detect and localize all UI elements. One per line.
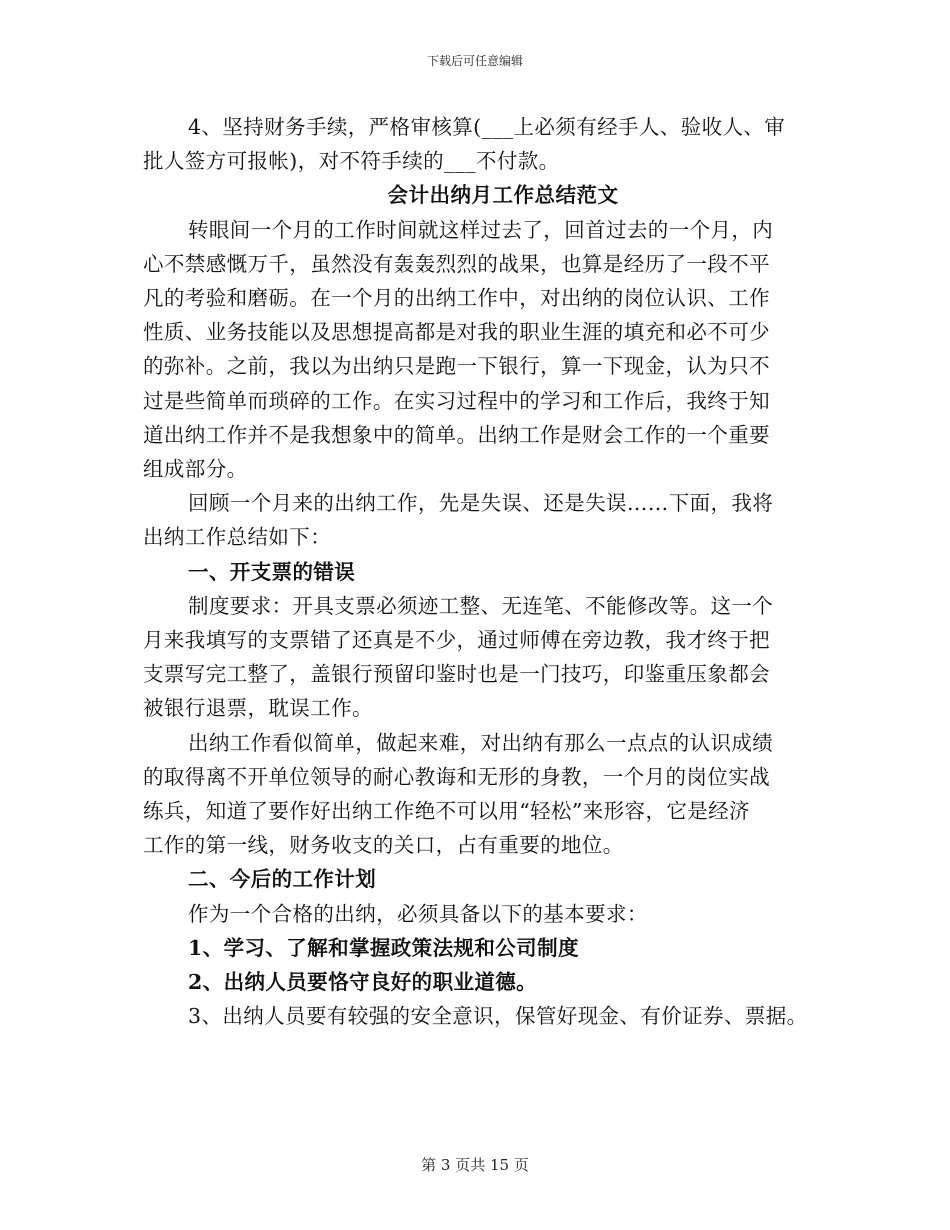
paragraph-line: 4、坚持财务手续，严格审核算(___上必须有经手人、验收人、审 xyxy=(188,115,786,139)
bold-item: 2、出纳人员要恪守良好的职业道德。 xyxy=(188,970,538,995)
page-header: 下载后可任意编辑 xyxy=(426,54,523,68)
paragraph-line: 被银行退票，耽误工作。 xyxy=(143,696,373,721)
paragraph-line: 制度要求：开具支票必须迹工整、无连笔、不能修改等。这一个 xyxy=(188,593,774,618)
paragraph-line: 的弥补。之前，我以为出纳只是跑一下银行，算一下现金，认为只不 xyxy=(143,354,770,379)
paragraph-line: 月来我填写的支票错了还真是不少，通过师傅在旁边教，我才终于把 xyxy=(143,628,770,653)
document-title: 会计出纳月工作总结范文 xyxy=(387,183,619,208)
paragraph-line: 支票写完工整了，盖银行预留印鉴时也是一门技巧，印鉴重压象都会 xyxy=(143,662,770,687)
paragraph-line: 性质、业务技能以及思想提高都是对我的职业生涯的填充和必不可少 xyxy=(143,320,770,345)
paragraph-line: 过是些简单而琐碎的工作。在实习过程中的学习和工作后，我终于知 xyxy=(143,388,770,413)
paragraph-line: 组成部分。 xyxy=(143,457,248,482)
paragraph-line: 练兵，知道了要作好出纳工作绝不可以用“轻松”来形容，它是经济 xyxy=(143,799,750,824)
bold-item: 1、学习、了解和掌握政策法规和公司制度 xyxy=(188,935,579,960)
paragraph-line: 作为一个合格的出纳，必须具备以下的基本要求： xyxy=(188,901,648,926)
paragraph-line: 3、出纳人员要有较强的安全意识，保管好现金、有价证券、票据。 xyxy=(188,1004,808,1029)
paragraph-line: 转眼间一个月的工作时间就这样过去了，回首过去的一个月，内 xyxy=(188,217,774,242)
section-heading: 一、开支票的错误 xyxy=(188,559,356,584)
paragraph-line: 出纳工作总结如下： xyxy=(143,525,332,550)
paragraph-line: 批人签方可报帐)，对不符手续的___不付款。 xyxy=(143,149,560,174)
paragraph-line: 出纳工作看似简单，做起来难，对出纳有那么一点点的认识成绩 xyxy=(188,730,774,755)
section-heading: 二、今后的工作计划 xyxy=(188,867,377,892)
paragraph-line: 工作的第一线，财务收支的关口，占有重要的地位。 xyxy=(143,833,624,858)
paragraph-line: 回顾一个月来的出纳工作，先是失误、还是失误……下面，我将 xyxy=(188,491,774,516)
document-body xyxy=(143,110,823,1033)
paragraph-line: 道出纳工作并不是我想象中的简单。出纳工作是财会工作的一个重要 xyxy=(143,422,770,447)
page-footer: 第 3 页共 15 页 xyxy=(421,1156,529,1174)
paragraph-line: 心不禁感慨万千，虽然没有轰轰烈烈的战果，也算是经历了一段不平 xyxy=(143,251,770,276)
paragraph-line: 的取得离不开单位领导的耐心教诲和无形的身教，一个月的岗位实战 xyxy=(143,764,770,789)
paragraph-line: 凡的考验和磨砺。在一个月的出纳工作中，对出纳的岗位认识、工作 xyxy=(143,286,770,311)
